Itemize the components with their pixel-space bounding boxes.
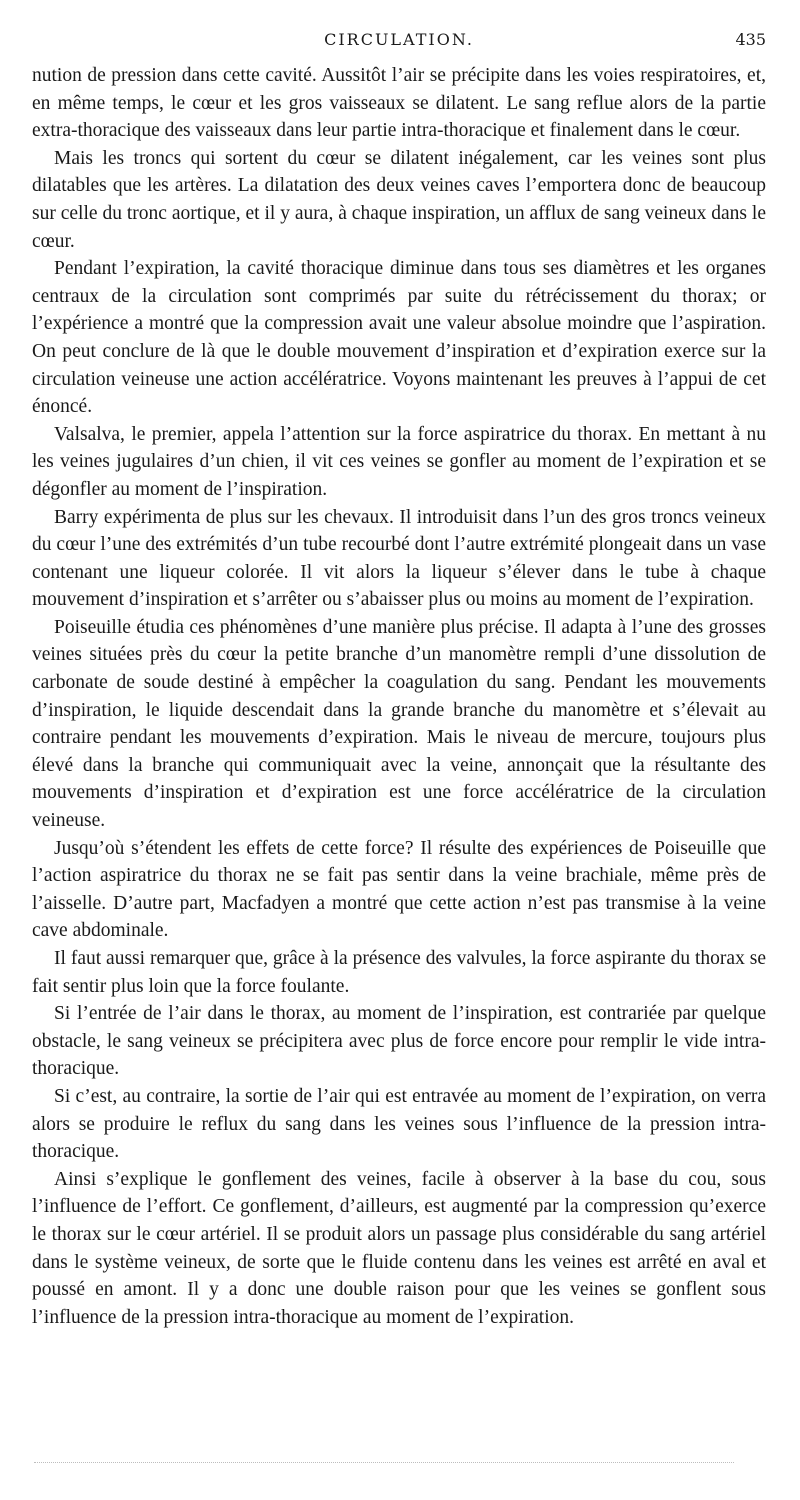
paragraph: Poiseuille étudia ces phénomènes d’une manière plus précise. Il adapta à l’une des grosses veines situées près du cœur la petite branche d’un manomètre rempli d’une dissolution de carbonate de soude destiné à empêcher la coagulation du sang. Pendant les mouvements d’inspiration, le liquide descendait dans la grande branche du manomètre et s’élevait au contraire pendant les mouvements d’expiration. Mais le niveau de mercure, toujours plus élevé dans la branche qui communiquait avec la veine, annonçait que la résultante des mouvements d’inspiration et d’expiration est une force accélératrice de la circulation veineuse. <box>32 616 766 832</box>
body-text <box>32 62 766 1331</box>
paragraph: Ainsi s’explique le gonflement des veines, facile à observer à la base du cou, sous l’influence de l’effort. Ce gonflement, d’ailleurs, est augmenté par la compression qu’exerce le thorax sur le cœur artériel. Il se produit alors un passage plus considérable du sang artériel dans le système veineux, de sorte que le fluide contenu dans les veines est arrêté en aval et poussé en amont. Il y a donc une double raison pour que les veines se gonflent sous l’influence de la pression intra-thoracique au moment de l’expiration. <box>32 1168 766 1328</box>
running-title: CIRCULATION. <box>324 30 474 49</box>
paragraph: Si l’entrée de l’air dans le thorax, au moment de l’inspiration, est contrariée par quelque obstacle, le sang veineux se précipitera avec plus de force encore pour remplir le vide intra-thoracique. <box>32 1003 766 1080</box>
paragraph: Si c’est, au contraire, la sortie de l’air qui est entravée au moment de l’expiration, on verra alors se produire le reflux du sang dans les veines sous l’influence de la pression intra-thoracique. <box>32 1085 766 1163</box>
running-head <box>32 30 766 54</box>
paragraph: Pendant l’expiration, la cavité thoracique diminue dans tous ses diamètres et les organes centraux de la circulation sont comprimés par suite du rétrécissement du thorax; or l’expérience a montré que la compression avait une valeur absolue moindre que l’aspiration. On peut conclure de là que le double mouvement d’inspiration et d’expiration exerce sur la circulation veineuse une action accélératrice. Voyons maintenant les preuves à l’appui de cet énoncé. <box>32 258 766 418</box>
paragraph-continued: nution de pression dans cette cavité. Aussitôt l’air se précipite dans les voies respiratoires, et, en même temps, le cœur et les gros vaisseaux se dilatent. Le sang reflue alors de la partie extra-thoracique des vaisseaux dans leur partie intra-thoracique et finalement dans le cœur. <box>32 65 766 142</box>
paragraph: Il faut aussi remarquer que, grâce à la présence des valvules, la force aspirante du thorax se fait sentir plus loin que la force foulante. <box>32 948 766 997</box>
paragraph: Jusqu’où s’étendent les effets de cette force? Il résulte des expériences de Poiseuille que l’action aspiratrice du thorax ne se fait pas sentir dans la veine brachiale, même près de l’aisselle. D’autre part, Macfadyen a montré que cette action n’est pas transmise à la veine cave abdominale. <box>32 837 766 942</box>
paragraph: Barry expérimenta de plus sur les chevaux. Il introduisit dans l’un des gros troncs veineux du cœur l’une des extrémités d’un tube recourbé dont l’autre extrémité plongeait dans un vase contenant une liqueur colorée. Il vit alors la liqueur s’élever dans le tube à chaque mouvement d’inspiration et s’arrêter ou s’abaisser plus ou moins au moment de l’expiration. <box>32 506 766 611</box>
paragraph: Valsalva, le premier, appela l’attention sur la force aspiratrice du thorax. En mettant à nu les veines jugulaires d’un chien, il vit ces veines se gonfler au moment de l’expiration et se dégonfler au moment de l’inspiration. <box>32 423 766 500</box>
paragraph: Mais les troncs qui sortent du cœur se dilatent inégalement, car les veines sont plus dilatables que les artères. La dilatation des deux veines caves l’emportera donc de beaucoup sur celle du tronc aortique, et il y aura, à chaque inspiration, un afflux de sang veineux dans le cœur. <box>32 147 766 252</box>
page-number: 435 <box>735 30 766 49</box>
bleed-through-line <box>34 1462 734 1463</box>
